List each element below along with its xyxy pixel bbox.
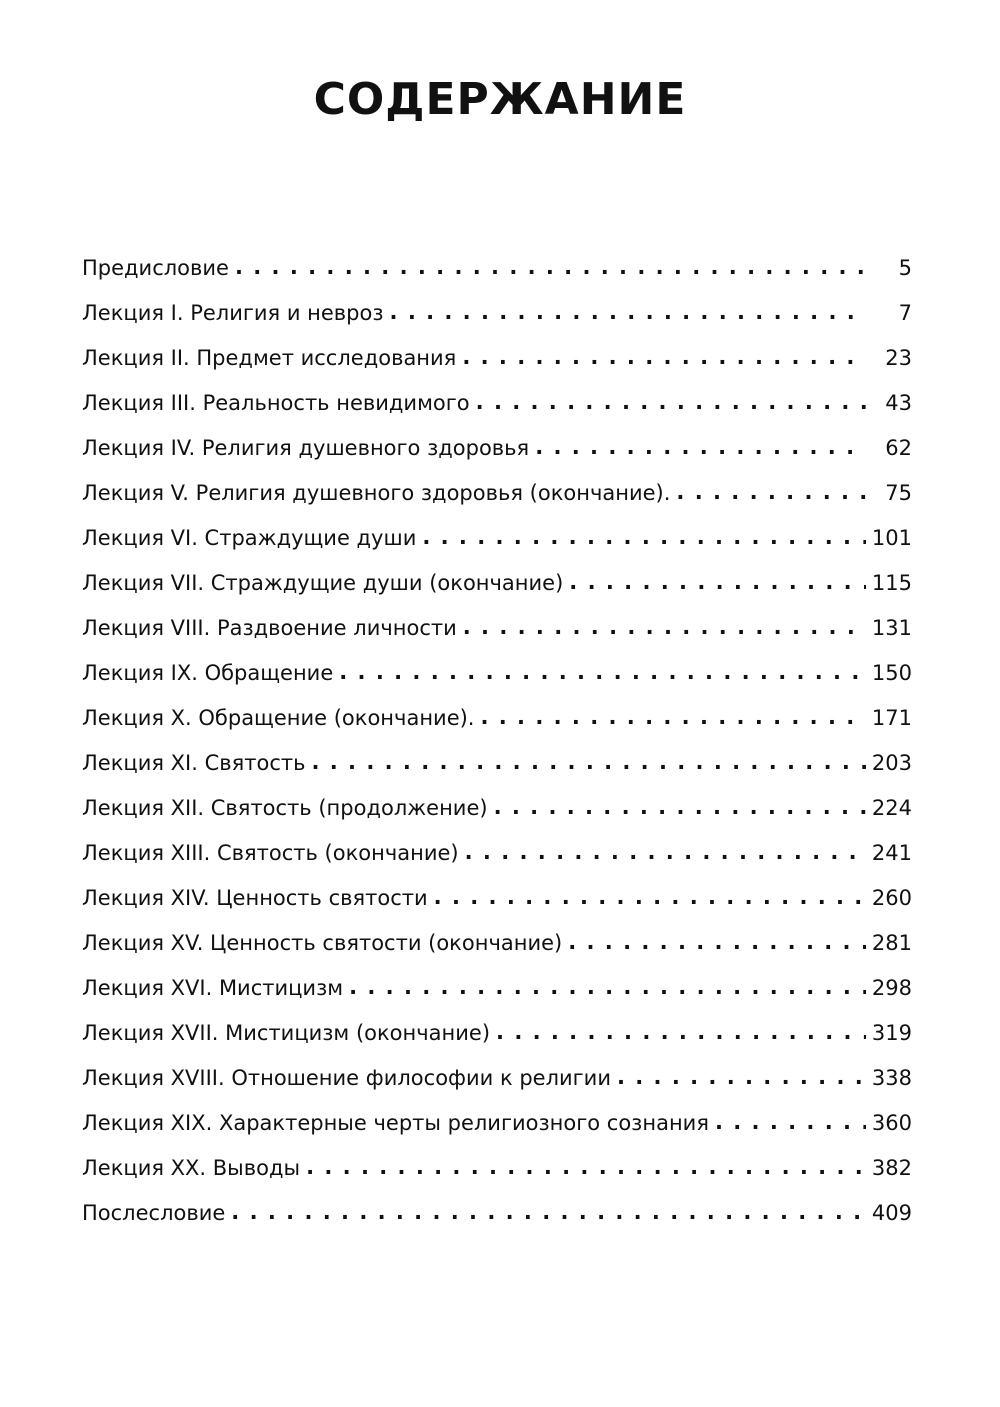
- toc-entry-title: Лекция XVIII. Отношение философии к религии: [82, 1066, 611, 1090]
- toc-entry-page: 115: [871, 571, 912, 595]
- dot-leader: [434, 875, 866, 920]
- toc-entry-title: Лекция XV. Ценность святости (окончание): [82, 931, 563, 955]
- toc-entry-title: Лекция VII. Страждущие души (окончание): [82, 571, 564, 595]
- toc-entry-title: Лекция IX. Обращение: [82, 661, 334, 685]
- dot-leader: [535, 425, 866, 470]
- toc-entry-page: 171: [871, 706, 912, 730]
- toc-entry: [82, 696, 912, 741]
- toc-entry-title: Предисловие: [82, 256, 229, 280]
- toc-entry: [82, 741, 912, 786]
- dot-leader: [568, 920, 866, 965]
- toc-entry-page: 150: [871, 661, 912, 685]
- toc-entry: [82, 291, 912, 336]
- toc-entry-page: 338: [871, 1066, 912, 1090]
- dot-leader: [390, 290, 866, 335]
- page-title: СОДЕРЖАНИЕ: [313, 74, 687, 125]
- toc-entry-title: Лекция XVI. Мистицизм: [82, 976, 344, 1000]
- toc-entry-title: Лекция XIII. Святость (окончание): [82, 841, 459, 865]
- dot-leader: [306, 1145, 866, 1190]
- toc-entry: [82, 606, 912, 651]
- toc-entry-title: Лекция IV. Религия душевного здоровья: [82, 436, 530, 460]
- toc-entry: [82, 561, 912, 606]
- dot-leader: [569, 560, 866, 605]
- toc-entry-page: 260: [871, 886, 912, 910]
- toc-entry: [82, 651, 912, 696]
- toc-entry-page: 298: [871, 976, 912, 1000]
- toc-entry-page: 281: [871, 931, 912, 955]
- toc-entry-title: Послесловие: [82, 1201, 226, 1225]
- dot-leader: [494, 785, 866, 830]
- dot-leader: [617, 1055, 866, 1100]
- toc-entry: [82, 921, 912, 966]
- toc-entry-title: Лекция I. Религия и невроз: [82, 301, 384, 325]
- toc-entry-title: Лекция XI. Святость: [82, 751, 306, 775]
- toc-entry-page: 319: [871, 1021, 912, 1045]
- toc-entry-title: Лекция XII. Святость (продолжение): [82, 796, 488, 820]
- toc-entry-title: Лекция XIV. Ценность святости: [82, 886, 428, 910]
- toc-entry: [82, 1011, 912, 1056]
- dot-leader: [462, 335, 866, 380]
- toc-entry: [82, 831, 912, 876]
- dot-leader: [715, 1100, 866, 1145]
- toc-entry: [82, 336, 912, 381]
- dot-leader: [465, 830, 866, 875]
- toc-entry-page: 203: [871, 751, 912, 775]
- table-of-contents: [82, 246, 912, 1236]
- toc-entry: [82, 786, 912, 831]
- toc-entry-page: 75: [885, 481, 912, 505]
- dot-leader: [235, 245, 866, 290]
- dot-leader: [480, 695, 865, 740]
- toc-entry-page: 224: [871, 796, 912, 820]
- toc-entry: [82, 1056, 912, 1101]
- toc-entry: [82, 966, 912, 1011]
- toc-entry: [82, 1191, 912, 1236]
- toc-entry-title: Лекция XVII. Мистицизм (окончание): [82, 1021, 491, 1045]
- toc-entry: [82, 246, 912, 291]
- dot-leader: [463, 605, 866, 650]
- toc-entry-title: Лекция XIX. Характерные черты религиозного сознания: [82, 1111, 709, 1135]
- toc-entry-title: Лекция X. Обращение (окончание).: [82, 706, 475, 730]
- toc-entry-title: Лекция XX. Выводы: [82, 1156, 301, 1180]
- toc-entry-page: 7: [898, 301, 912, 325]
- toc-entry-title: Лекция VIII. Раздвоение личности: [82, 616, 457, 640]
- toc-entry-page: 241: [871, 841, 912, 865]
- toc-entry-title: Лекция II. Предмет исследования: [82, 346, 457, 370]
- toc-entry: [82, 516, 912, 561]
- toc-entry: [82, 1146, 912, 1191]
- dot-leader: [476, 380, 866, 425]
- toc-entry: [82, 426, 912, 471]
- dot-leader: [339, 650, 866, 695]
- dot-leader: [349, 965, 866, 1010]
- dot-leader: [676, 470, 866, 515]
- toc-entry-page: 23: [885, 346, 912, 370]
- toc-entry: [82, 471, 912, 516]
- toc-entry-page: 101: [871, 526, 912, 550]
- dot-leader: [231, 1190, 866, 1235]
- toc-entry-page: 382: [871, 1156, 912, 1180]
- toc-entry-title: Лекция VI. Страждущие души: [82, 526, 417, 550]
- toc-entry-page: 409: [871, 1201, 912, 1225]
- toc-entry-page: 62: [885, 436, 912, 460]
- dot-leader: [422, 515, 866, 560]
- dot-leader: [311, 740, 865, 785]
- toc-entry-title: Лекция V. Религия душевного здоровья (окончание).: [82, 481, 671, 505]
- dot-leader: [496, 1010, 866, 1055]
- toc-entry-page: 43: [885, 391, 912, 415]
- toc-entry: [82, 381, 912, 426]
- toc-entry-page: 5: [898, 256, 912, 280]
- toc-entry: [82, 876, 912, 921]
- toc-entry-title: Лекция III. Реальность невидимого: [82, 391, 470, 415]
- toc-entry: [82, 1101, 912, 1146]
- toc-entry-page: 131: [871, 616, 912, 640]
- toc-entry-page: 360: [871, 1111, 912, 1135]
